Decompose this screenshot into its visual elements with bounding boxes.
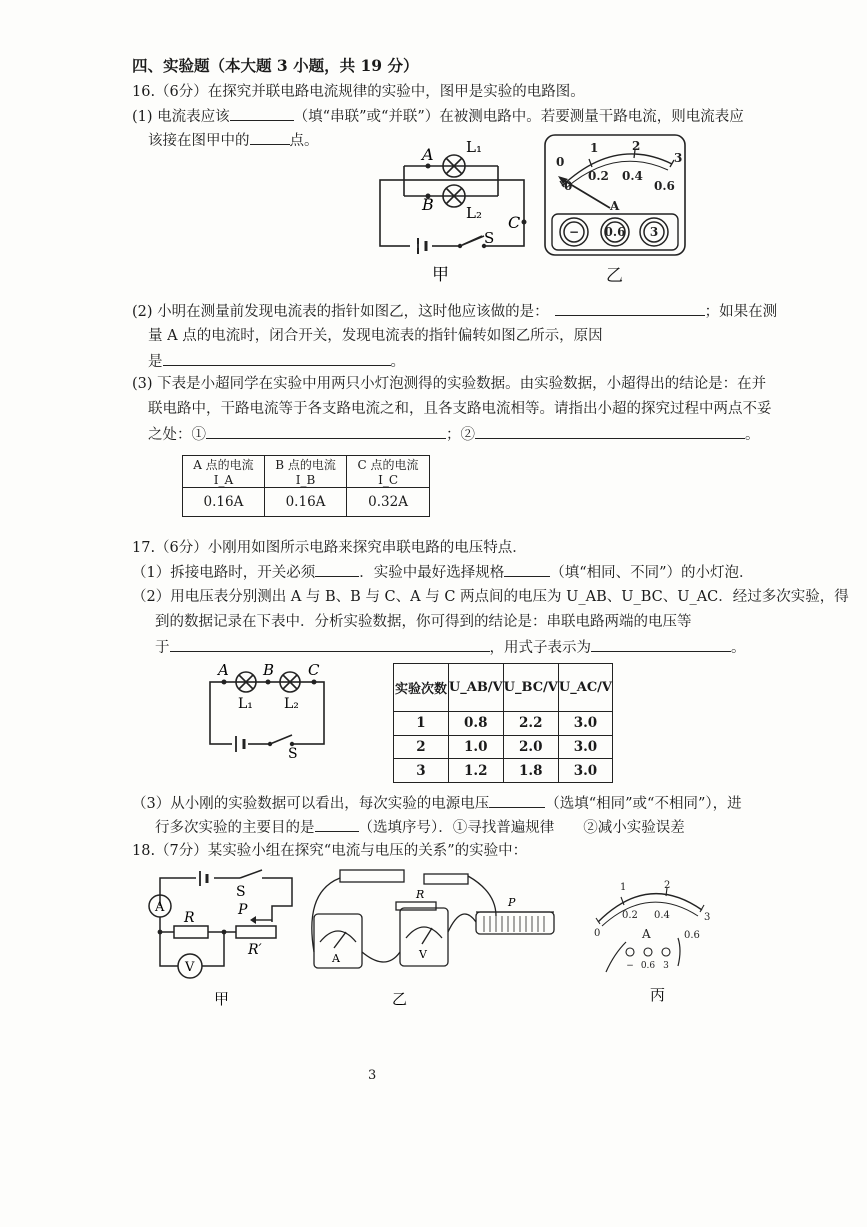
table-header: U_AC/V — [558, 664, 612, 712]
label-r: R — [184, 910, 195, 926]
q17-part2-line3 — [155, 637, 746, 658]
meter-bottom-tick-0: 0 — [594, 928, 601, 939]
fig-caption-jia: 甲 — [432, 265, 449, 285]
table-header: B 点的电流 I_B — [264, 456, 346, 488]
ammeter-figure — [544, 134, 686, 256]
meter-top-tick-3: 3 — [674, 151, 683, 165]
q17-p1-text-a: （1）拆接电路时，开关必须 — [132, 565, 316, 581]
q17-circuit-diagram — [204, 662, 334, 762]
q17-data-table — [393, 663, 613, 783]
q17-p2-text-d: ，用式子表示为 — [489, 640, 591, 656]
q16-part3-line1: (3) 下表是小超同学在实验中用两只小灯泡测得的实验数据。由实验数据，小超得出的结论是：在并 — [132, 376, 767, 392]
q16-p3-text-e: 。 — [745, 427, 760, 443]
voltmeter-symbol: V — [185, 960, 195, 975]
table-cell: 2 — [394, 735, 449, 759]
table-cell: 3.0 — [558, 759, 612, 783]
meter-bottom-tick-1: 0.2 — [588, 169, 609, 183]
answer-blank[interactable] — [170, 637, 490, 652]
q16-p3-text-d: ；② — [446, 427, 475, 443]
table-cell: 1.0 — [448, 735, 503, 759]
fig-caption-jia: 甲 — [214, 990, 230, 1008]
terminal-negative: − — [626, 961, 634, 971]
table-cell: 1.2 — [448, 759, 503, 783]
ammeter-symbol: A — [155, 900, 165, 915]
terminal-0-6: 0.6 — [640, 961, 656, 971]
answer-blank[interactable] — [163, 351, 391, 366]
q17-part3-line2 — [155, 817, 685, 838]
answer-blank[interactable] — [230, 106, 294, 121]
q17-p1-text-c: （填“相同、不同”）的小灯泡． — [550, 565, 754, 581]
fig-caption-yi: 乙 — [606, 266, 623, 286]
meter-top-tick-2: 2 — [664, 880, 671, 891]
table-cell: 1.8 — [503, 759, 558, 783]
answer-blank[interactable] — [475, 424, 745, 439]
label-l2: L₂ — [466, 204, 482, 222]
q16-p1-text-b: （填“串联”或“并联”）在被测电路中。若要测量干路电流，则电流表应 — [293, 109, 744, 125]
meter-bottom-tick-0: 0 — [564, 179, 573, 193]
page-number: 3 — [368, 1068, 377, 1083]
label-a: A — [422, 145, 434, 164]
q17-stem: 17.（6分）小刚用如图所示电路来探究串联电路的电压特点． — [132, 540, 527, 556]
answer-blank[interactable] — [250, 130, 290, 145]
label-l2: L₂ — [284, 696, 299, 712]
q16-circuit-diagram — [370, 138, 540, 283]
q16-p2-text-a: (2) 小明在测量前发现电流表的指针如图乙，这时他应该做的是： — [132, 304, 549, 320]
label-l1: L₁ — [466, 138, 482, 156]
terminal-0-6: 0.6 — [604, 225, 626, 239]
q16-part2-line1 — [132, 301, 777, 322]
table-header: 实验次数 — [394, 664, 449, 712]
q17-p3-text-a: （3）从小刚的实验数据可以看出，每次实验的电源电压 — [132, 796, 490, 812]
label-b: B — [263, 661, 275, 679]
q16-p1-text-c: 该接在图甲中的 — [148, 133, 250, 149]
label-c: C — [308, 661, 320, 679]
table-header: U_BC/V — [503, 664, 558, 712]
label-p: P — [508, 896, 516, 909]
meter-top-tick-0: 0 — [556, 155, 565, 169]
meter-bottom-tick-3: 0.6 — [654, 179, 675, 193]
table-cell: 0.16A — [183, 488, 265, 517]
table-cell: 0.32A — [347, 488, 430, 517]
meter-unit: A — [610, 199, 620, 213]
table-cell: 0.8 — [448, 712, 503, 736]
section-title: 四、实验题（本大题 3 小题，共 19 分） — [132, 56, 419, 75]
q17-p1-text-b: ．实验中最好选择规格 — [359, 565, 505, 581]
terminal-negative: − — [568, 225, 580, 239]
q18-meter-figure — [586, 876, 716, 1006]
table-cell: 2.2 — [503, 712, 558, 736]
label-s: S — [236, 884, 246, 900]
q18-apparatus-figure — [300, 862, 570, 1012]
q17-part1 — [132, 562, 754, 583]
answer-blank[interactable] — [555, 301, 705, 316]
table-header: C 点的电流 I_C — [347, 456, 430, 488]
label-p: P — [238, 902, 248, 918]
q16-p2-text-e: 。 — [390, 354, 405, 370]
terminal-3: 3 — [649, 225, 659, 239]
label-b: B — [422, 195, 434, 214]
q16-p1-text-a: (1) 电流表应该 — [132, 109, 230, 125]
q16-p2-text-b: ；如果在测 — [704, 304, 778, 320]
q16-part2-line2: 量 A 点的电流时，闭合开关，发现电流表的指针偏转如图乙所示，原因 — [148, 328, 603, 344]
label-s: S — [288, 746, 298, 762]
meter-bottom-tick-2: 0.4 — [654, 910, 670, 921]
answer-blank[interactable] — [315, 817, 359, 832]
q16-p1-text-d: 点。 — [289, 133, 319, 149]
table-cell: 0.16A — [264, 488, 346, 517]
q18-circuit-diagram — [144, 868, 304, 1008]
meter-top-tick-2: 2 — [632, 139, 641, 153]
table-cell: 3.0 — [558, 735, 612, 759]
label-l1: L₁ — [238, 696, 253, 712]
table-cell: 3 — [394, 759, 449, 783]
q17-p3-text-c: 行多次实验的主要目的是 — [155, 820, 315, 836]
q16-part1-line2 — [148, 130, 319, 151]
table-cell: 2.0 — [503, 735, 558, 759]
table-header: A 点的电流 I_A — [183, 456, 265, 488]
label-r-prime: R′ — [248, 942, 262, 958]
voltmeter-symbol: V — [419, 948, 427, 961]
q16-p2-text-d: 是 — [148, 354, 163, 370]
meter-top-tick-1: 1 — [590, 141, 599, 155]
q16-data-table — [182, 455, 430, 517]
q16-part3-line3 — [148, 424, 760, 445]
meter-bottom-tick-3: 0.6 — [684, 930, 700, 941]
meter-top-tick-1: 1 — [620, 882, 627, 893]
label-c: C — [508, 213, 521, 232]
answer-blank[interactable] — [489, 793, 545, 808]
table-cell: 1 — [394, 712, 449, 736]
q16-part1-line1 — [132, 106, 744, 127]
meter-bottom-tick-1: 0.2 — [622, 910, 638, 921]
label-a: A — [218, 661, 229, 679]
q17-part2-line1: （2）用电压表分别测出 A 与 B、B 与 C、A 与 C 两点间的电压为 U_AB、U_BC、U_AC．经过多次实验，得 — [132, 589, 849, 605]
terminal-3: 3 — [663, 961, 669, 971]
q17-part3-line1 — [132, 793, 742, 814]
table-cell: 3.0 — [558, 712, 612, 736]
meter-bottom-tick-2: 0.4 — [622, 169, 643, 183]
label-s: S — [484, 229, 495, 247]
answer-blank[interactable] — [591, 637, 731, 652]
q17-p2-text-e: 。 — [731, 640, 746, 656]
q17-part2-line2: 到的数据记录在下表中．分析实验数据，你可得到的结论是：串联电路两端的电压等 — [155, 614, 692, 630]
fig-caption-bing: 丙 — [650, 986, 666, 1004]
q17-p2-text-c: 于 — [155, 640, 170, 656]
q18-stem: 18.（7分）某实验小组在探究“电流与电压的关系”的实验中： — [132, 843, 528, 859]
q16-part2-line3 — [148, 351, 405, 372]
meter-unit: A — [642, 927, 651, 941]
answer-blank[interactable] — [504, 562, 550, 577]
q16-part3-line2: 联电路中，干路电流等于各支路电流之和，且各支路电流相等。请指出小超的探究过程中两点不妥 — [148, 401, 772, 417]
q16-p3-text-c: 之处：① — [148, 427, 206, 443]
q17-p3-text-d: （选填序号）．①寻找普遍规律 ②减小实验误差 — [358, 820, 685, 836]
answer-blank[interactable] — [206, 424, 446, 439]
fig-caption-yi: 乙 — [392, 990, 408, 1008]
label-r: R — [416, 888, 425, 901]
q17-p3-text-b: （选填“相同”或“不相同”），进 — [545, 796, 742, 812]
table-header: U_AB/V — [448, 664, 503, 712]
ammeter-symbol: A — [332, 952, 340, 965]
q16-stem: 16.（6分）在探究并联电路电流规律的实验中，图甲是实验的电路图。 — [132, 84, 585, 100]
answer-blank[interactable] — [315, 562, 359, 577]
meter-top-tick-3: 3 — [704, 912, 711, 923]
